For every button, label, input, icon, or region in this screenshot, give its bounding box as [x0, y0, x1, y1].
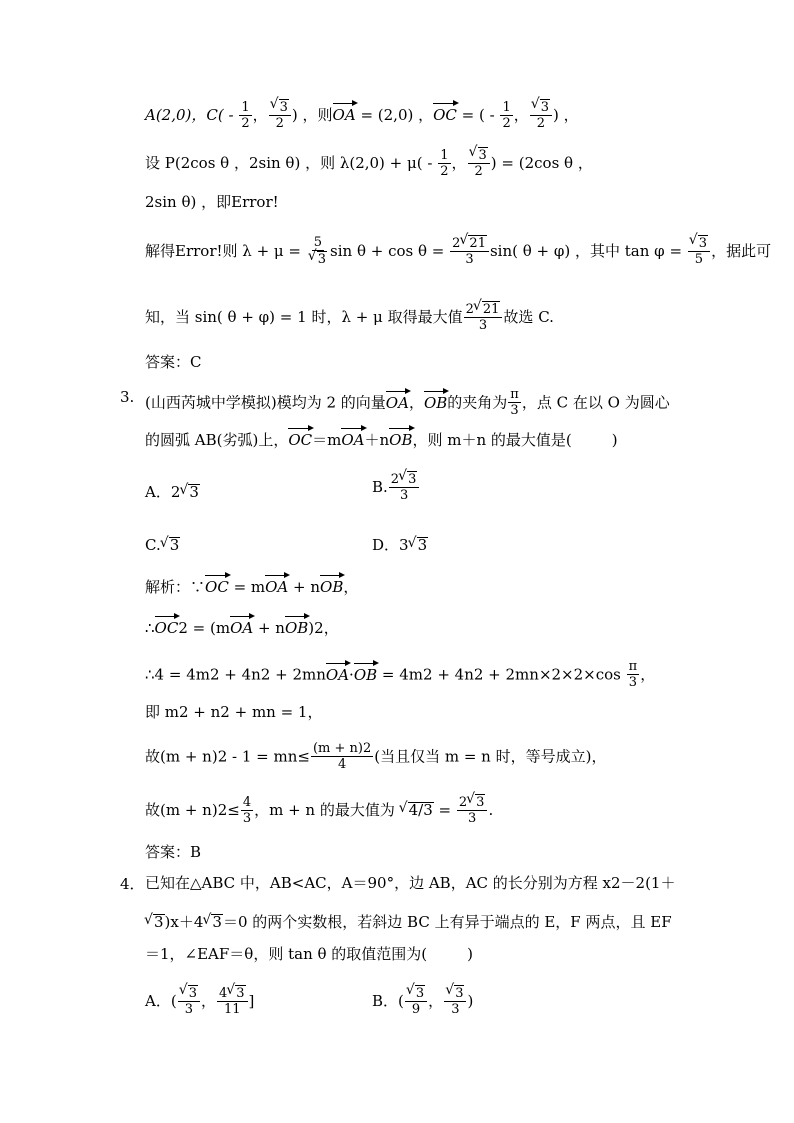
solution-line-5: 知，当 sin( θ + φ) = 1 时，λ + μ 取得最大值 $\frac{2√ 21}{3}$ 故选 C. — [145, 302, 554, 334]
question-4-number: 4． — [120, 875, 145, 893]
answer-1: 答案：C — [145, 353, 202, 371]
question-3-line-1: (山西芮城中学模拟)模均为 2 的向量OA，OB的夹角为 $\frac{\pi}{3}$ ，点 C 在以 O 为圆心 — [145, 387, 670, 418]
solution-line-3: 2sin θ) ，即Error! — [145, 193, 279, 211]
solution-3-line-5: 故(m + n)2 - 1 = mn≤ $\frac{(m + n)2}{4}$ (当且仅当 m = n 时，等号成立)， — [145, 741, 607, 772]
solution-line-4: 解得Error!则 λ + μ = 5 √ 3 sin θ + cos θ = $\frac{2√ 21}{3}$ sin( θ + φ) ，其中 tan φ = √ $\frac{3}{5}$ ，据此可 — [145, 236, 771, 268]
option-b: B. $\frac{2√ 3}{3}$ — [372, 472, 420, 504]
solution-3-line-4: 即 m2 + n2 + mn = 1， — [145, 703, 323, 721]
option-d: D．3√ 3 — [372, 535, 428, 555]
question-4-line-2: √ 3)x＋4√ 3＝0 的两个实数根，若斜边 BC 上有异于端点的 E，F 两点，且 EF — [145, 912, 672, 932]
solution-3-line-6: 故(m + n)2≤ $\frac{4}{3}$ ，m + n 的最大值为 √ 4/3 = $\frac{2√ 3}{3}$ . — [145, 795, 493, 827]
option-a: A．2√ 3 — [145, 482, 200, 502]
option-4a: A．( √ $\frac{3}{3}$ ， $\frac{4√ 3}{11}$ ] — [145, 986, 254, 1018]
question-4-line-1: 已知在△ABC 中，AB<AC，A＝90°，边 AB，AC 的长分别为方程 x2－2(1＋ — [145, 874, 676, 892]
solution-3-line-2: ∴OC2 = (mOA + nOB)2， — [145, 619, 339, 637]
solution-line-1: A(2,0)，C( - $\frac{1}{2}$ ， √ $\frac{3}{2}$ ) ，则OA = (2,0) ，OC = ( - $\frac{1}{2}$ ， √ $\frac{3}{2}$ ) ， — [145, 100, 579, 132]
question-3-number: 3. — [120, 388, 135, 406]
solution-3-line-1: 解析：∵OC = mOA + nOB， — [145, 578, 359, 596]
answer-3: 答案：B — [145, 843, 202, 861]
question-3-line-2: 的圆弧 AB(劣弧)上，OC＝mOA＋nOB，则 m＋n 的最大值是( ) — [145, 431, 618, 449]
option-c: C.√ 3 — [145, 535, 180, 555]
question-4-line-3: ＝1，∠EAF＝θ，则 tan θ 的取值范围为( ) — [145, 945, 474, 963]
option-4b: B．( √ $\frac{3}{9}$ ， √ $\frac{3}{3}$ ) — [372, 986, 473, 1018]
solution-3-line-3: ∴4 = 4m2 + 4n2 + 2mnOA·OB = 4m2 + 4n2 + 2mn×2×2×cos $\frac{\pi}{3}$ ， — [145, 659, 656, 690]
solution-line-2: 设 P(2cos θ ，2sin θ) ，则 λ(2,0) + μ( - $\frac{1}{2}$ ， √ $\frac{3}{2}$ ) = (2cos θ ， — [145, 148, 593, 180]
